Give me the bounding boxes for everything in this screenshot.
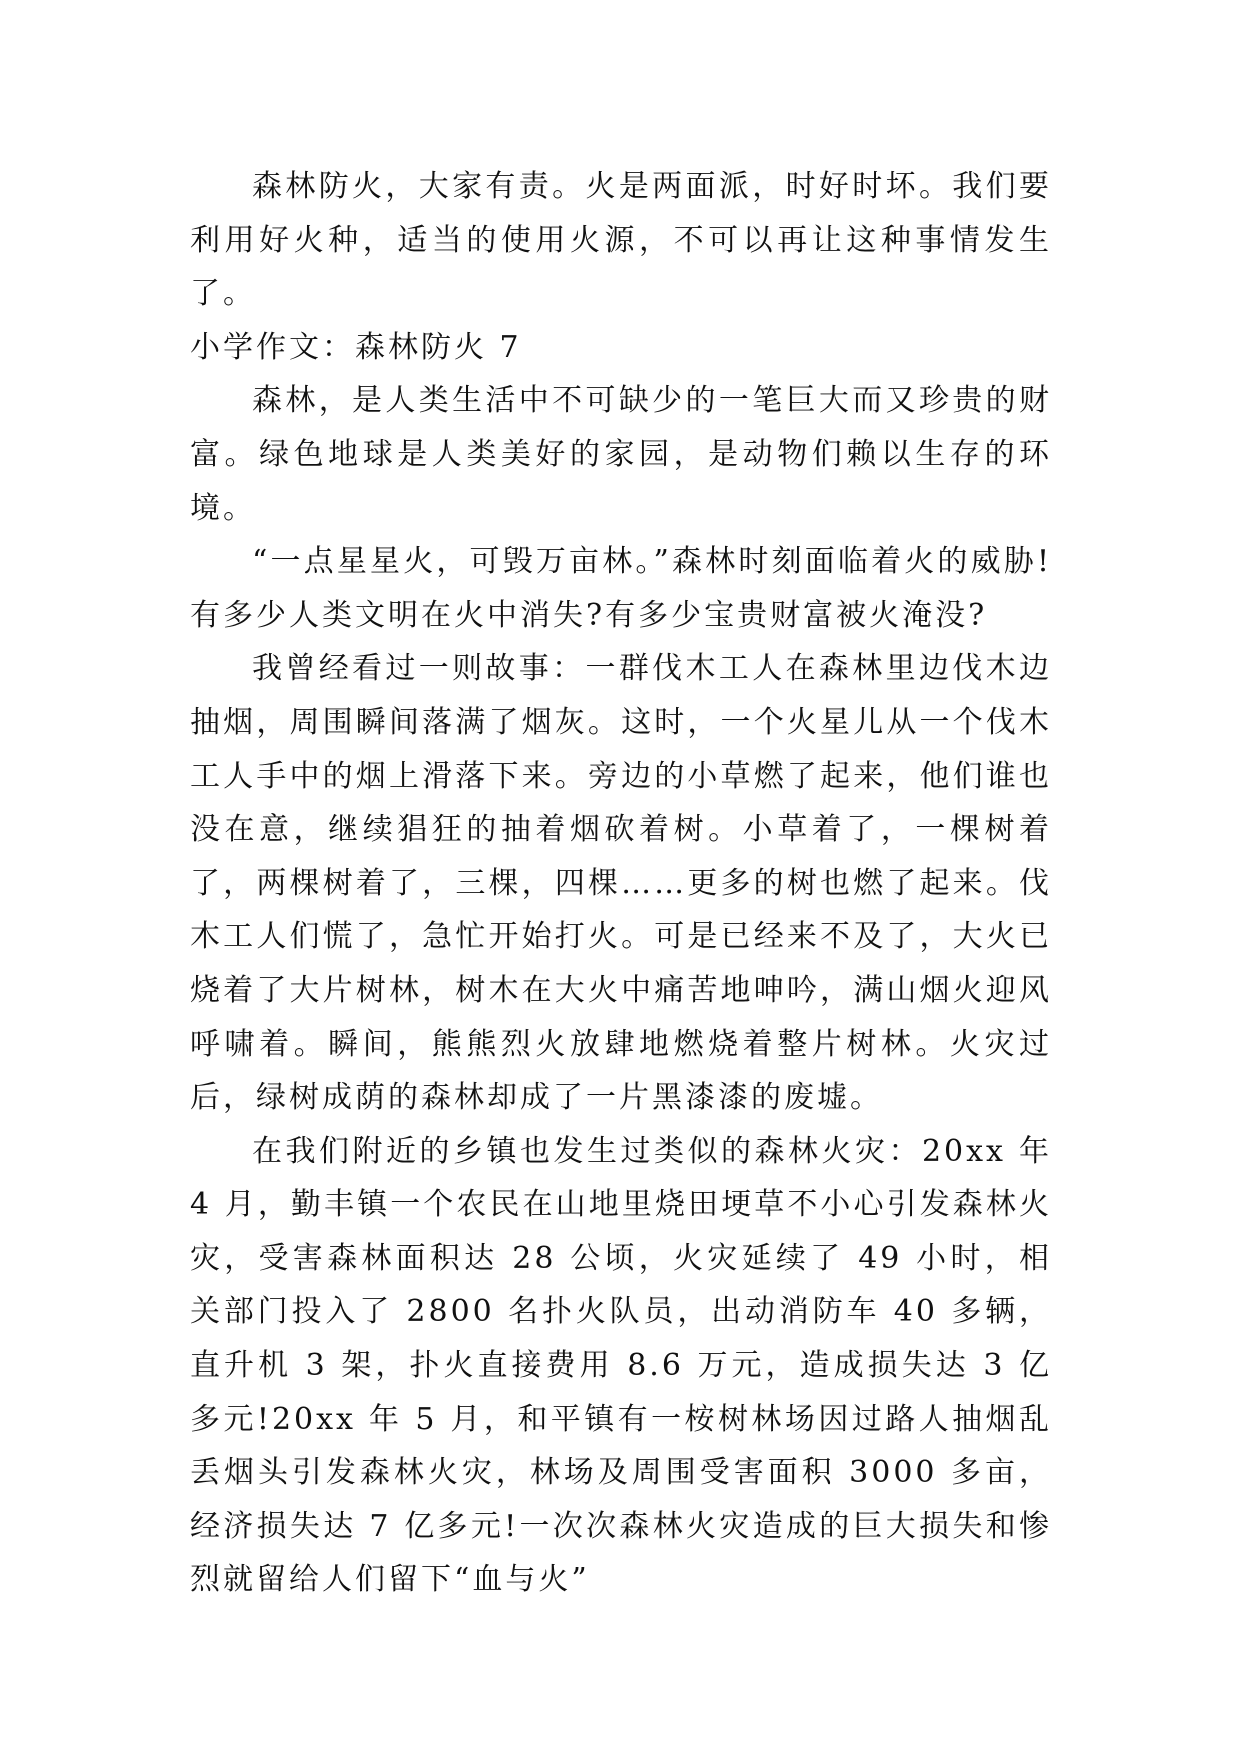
- document-body: [190, 160, 1052, 1607]
- essay-heading: 小学作文：森林防火 7: [190, 329, 522, 365]
- paragraph-local-fires: 在我们附近的乡镇也发生过类似的森林火灾：20xx 年 4 月，勤丰镇一个农民在山地里烧田埂草不小心引发森林火灾，受害森林面积达 28 公顷，火灾延续了 49 小时，相关部门投入了 2800 名扑火队员，出动消防车 40 多辆，直升机 3 架，扑火直接费用 8.6 万元，造成损失达 3 亿多元!20xx 年 5 月，和平镇有一桉树林场因过路人抽烟乱丢烟头引发森林火灾，林场及周围受害面积 3000 多亩，经济损失达 7 亿多元!一次次森林火灾造成的巨大损失和惨烈就留给人们留下“血与火”: [190, 1133, 1052, 1598]
- paragraph-fire-prevention: 森林防火，大家有责。火是两面派，时好时坏。我们要利用好火种，适当的使用火源，不可以再让这种事情发生了。: [190, 169, 1052, 312]
- paragraph-proverb: “一点星星火，可毁万亩林。”森林时刻面临着火的威胁!有多少人类文明在火中消失?有多少宝贵财富被火淹没?: [190, 544, 1052, 633]
- paragraph-forest-wealth: 森林，是人类生活中不可缺少的一笔巨大而又珍贵的财富。绿色地球是人类美好的家园，是动物们赖以生存的环境。: [190, 383, 1052, 526]
- paragraph-story: 我曾经看过一则故事：一群伐木工人在森林里边伐木边抽烟，周围瞬间落满了烟灰。这时，一个火星儿从一个伐木工人手中的烟上滑落下来。旁边的小草燃了起来，他们谁也没在意，继续猖狂的抽着烟砍着树。小草着了，一棵树着了，两棵树着了，三棵，四棵……更多的树也燃了起来。伐木工人们慌了，急忙开始打火。可是已经来不及了，大火已烧着了大片树林，树木在大火中痛苦地呻吟，满山烟火迎风呼啸着。瞬间，熊熊烈火放肆地燃烧着整片树林。火灾过后，绿树成荫的森林却成了一片黑漆漆的废墟。: [190, 651, 1052, 1116]
